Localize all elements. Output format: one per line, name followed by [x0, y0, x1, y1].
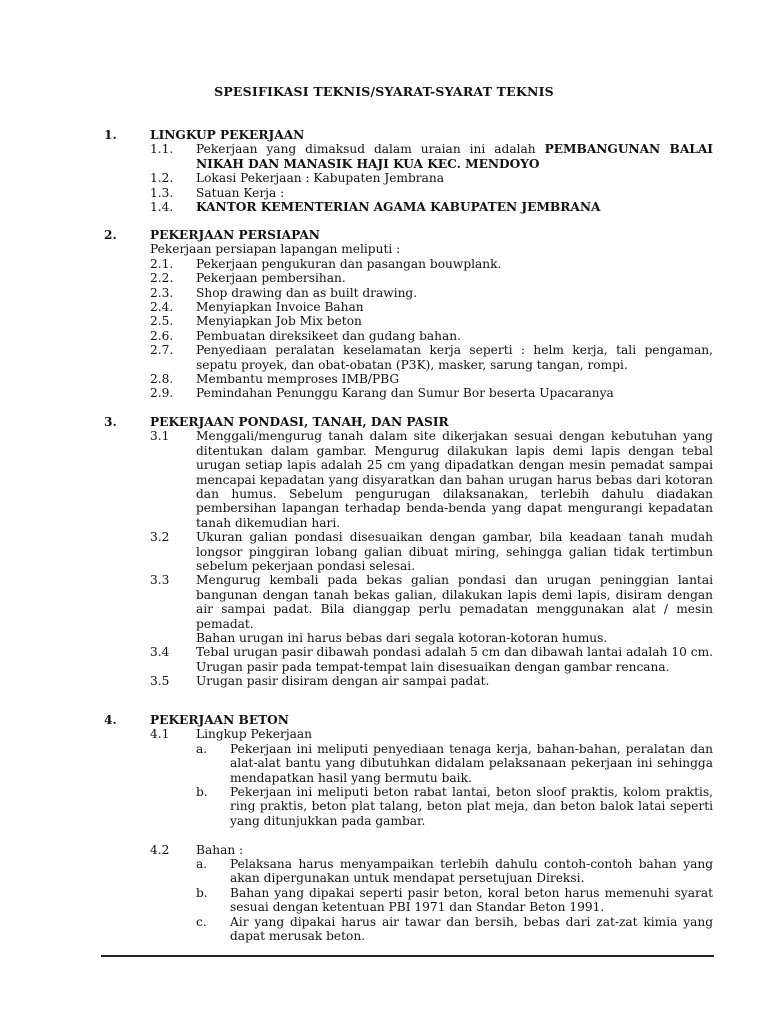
item-text: Pekerjaan ini meliputi beton rabat lantai, beton sloof praktis, kolom praktis, ring praktis, beton plat talang, beton plat meja, dan beton balok latai seperti yang ditunjukkan pada gambar. — [230, 785, 713, 828]
section-pekerjaan-pondasi — [0, 415, 768, 689]
work-unit-name: KANTOR KEMENTERIAN AGAMA KABUPATEN JEMBRANA — [196, 200, 601, 215]
item-text: Menggali/mengurug tanah dalam site dikerjakan sesuai dengan kebutuhan yang ditentukan dalam gambar. Mengurug dilakukan lapis demi lapis dengan tebal urugan setiap lapis adalah 25 cm yang dipadatkan dengan mesin pemadat sampai mencapai kepadatan yang disyaratkan dan bahan urugan harus bebas dari kotoran dan humus. Sebelum pengurugan dilaksanakan, terlebih dahulu diadakan pembersihan lapangan terhadap benda-benda yang dapat mengurangi kepadatan tanah dikemudian hari. — [196, 429, 713, 530]
item-number: 2.3. — [150, 285, 174, 300]
list-item — [0, 372, 768, 386]
section-pekerjaan-persiapan — [0, 228, 768, 401]
item-letter: c. — [196, 914, 207, 929]
section-title: PEKERJAAN PERSIAPAN — [150, 228, 320, 242]
item-letter: b. — [196, 785, 208, 800]
list-item — [0, 329, 768, 343]
item-text: Membantu memproses IMB/PBG — [196, 372, 400, 387]
item-number: 2.4. — [150, 300, 174, 315]
list-item — [0, 857, 768, 886]
item-text: Mengurug kembali pada bekas galian pondasi dan urugan peninggian lantai bangunan dengan tanah bekas galian, dilakukan lapis demi lapis, disiram dengan air sampai padat. Bila dianggap perlu pemadatan menggunakan alat / mesin pemadat. — [196, 573, 713, 631]
item-letter: b. — [196, 885, 208, 900]
document-title: SPESIFIKASI TEKNIS/SYARAT-SYARAT TEKNIS — [214, 84, 554, 99]
list-item — [0, 343, 768, 372]
item-text: Menyiapkan Job Mix beton — [196, 314, 362, 329]
item-number: 3.3 — [150, 573, 170, 588]
list-item — [0, 286, 768, 300]
section-intro: Pekerjaan persiapan lapangan meliputi : — [150, 242, 401, 257]
item-number: 1.1. — [150, 142, 174, 157]
item-text: Lokasi Pekerjaan : Kabupaten Jembrana — [196, 171, 444, 186]
item-text: Pembuatan direksikeet dan gudang bahan. — [196, 328, 462, 343]
section-title: PEKERJAAN BETON — [150, 713, 289, 727]
item-letter: a. — [196, 857, 208, 872]
list-item — [0, 314, 768, 328]
project-name: PEMBANGUNAN BALAI NIKAH DAN MANASIK HAJI KUA KEC. MENDOYO — [196, 142, 714, 171]
list-item — [0, 186, 768, 200]
section-number: 4. — [104, 713, 117, 727]
item-number: 2.8. — [150, 372, 174, 387]
item-number: 2.7. — [150, 343, 174, 358]
list-item — [0, 573, 768, 645]
item-number: 3.2 — [150, 530, 170, 545]
item-text: Urugan pasir disiram dengan air sampai padat. — [196, 674, 490, 689]
item-number: 1.3. — [150, 185, 174, 200]
item-text: Pemindahan Penunggu Karang dan Sumur Bor beserta Upacaranya — [196, 386, 614, 401]
item-text: Pekerjaan pengukuran dan pasangan bouwplank. — [196, 256, 502, 271]
list-item — [0, 171, 768, 185]
item-number: 3.4 — [150, 645, 170, 660]
item-number: 2.6. — [150, 328, 174, 343]
item-text-extra: Bahan urugan ini harus bebas dari segala kotoran-kotoran humus. — [196, 631, 608, 646]
list-item — [0, 200, 768, 214]
item-text — [196, 142, 713, 171]
item-letter: a. — [196, 741, 208, 756]
list-item — [0, 429, 768, 530]
item-text: Pelaksana harus menyampaikan terlebih dahulu contoh-contoh bahan yang akan dipergunakan untuk mendapat persetujuan Direksi. — [230, 857, 713, 886]
item-text — [196, 200, 713, 214]
subsection-title: Lingkup Pekerjaan — [196, 727, 313, 742]
section-number: 3. — [104, 415, 117, 429]
section-title: LINGKUP PEKERJAAN — [150, 128, 305, 142]
item-text: Pekerjaan ini meliputi penyediaan tenaga kerja, bahan-bahan, peralatan dan alat-alat bantu yang dibutuhkan didalam pelaksanaan pekerjaan ini sehingga mendapatkan hasil yang bermutu baik. — [230, 741, 713, 785]
list-item — [0, 886, 768, 915]
list-item — [0, 645, 768, 674]
list-item — [0, 915, 768, 944]
list-item — [0, 257, 768, 271]
subsection-bahan — [0, 843, 768, 857]
subsection-number: 4.2 — [150, 842, 170, 857]
item-number: 2.2. — [150, 271, 174, 286]
item-text-plain: Pekerjaan yang dimaksud dalam uraian ini adalah — [196, 142, 536, 157]
item-text: Bahan yang dipakai seperti pasir beton, koral beton harus memenuhi syarat sesuai dengan ketentuan PBI 1971 dan Standar Beton 1991. — [230, 885, 713, 915]
item-number: 1.4. — [150, 200, 174, 215]
list-item — [0, 142, 768, 171]
list-item — [0, 674, 768, 688]
list-item — [0, 742, 768, 785]
item-text: Shop drawing dan as built drawing. — [196, 285, 418, 300]
item-number: 2.9. — [150, 386, 174, 401]
section-lingkup-pekerjaan — [0, 128, 768, 214]
item-text: Tebal urugan pasir dibawah pondasi adalah 5 cm dan dibawah lantai adalah 10 cm. Urugan pasir pada tempat-tempat lain disesuaikan dengan gambar rencana. — [196, 645, 713, 674]
item-text: Menyiapkan Invoice Bahan — [196, 300, 364, 315]
item-text: Ukuran galian pondasi disesuaikan dengan gambar, bila keadaan tanah mudah longsor pinggiran lobang galian dibuat miring, sehingga galian tidak tertimbun sebelum pekerjaan pondasi selesai. — [196, 530, 713, 574]
subsection-title: Bahan : — [196, 842, 244, 857]
item-number: 1.2. — [150, 171, 174, 186]
section-title: PEKERJAAN PONDASI, TANAH, DAN PASIR — [150, 415, 449, 429]
item-text: Pekerjaan pembersihan. — [196, 271, 346, 286]
subsection-number: 4.1 — [150, 727, 170, 742]
list-item — [0, 530, 768, 573]
item-number: 2.5. — [150, 314, 174, 329]
item-text: Satuan Kerja : — [196, 185, 285, 200]
list-item — [0, 386, 768, 400]
section-pekerjaan-beton — [0, 713, 768, 943]
item-number: 3.1 — [150, 429, 170, 444]
list-item — [0, 785, 768, 828]
section-number: 2. — [104, 228, 117, 242]
item-text: Air yang dipakai harus air tawar dan bersih, bebas dari zat-zat kimia yang dapat merusak beton. — [230, 914, 713, 944]
item-number: 3.5 — [150, 674, 170, 689]
list-item — [0, 300, 768, 314]
subsection-lingkup — [0, 727, 768, 741]
section-number: 1. — [104, 128, 117, 142]
item-number: 2.1. — [150, 256, 174, 271]
page-bottom-rule — [101, 955, 714, 957]
list-item — [0, 271, 768, 285]
item-text: Penyediaan peralatan keselamatan kerja seperti : helm kerja, tali pengaman, sepatu proyek, dan obat-obatan (P3K), masker, sarung tangan, rompi. — [196, 343, 713, 372]
